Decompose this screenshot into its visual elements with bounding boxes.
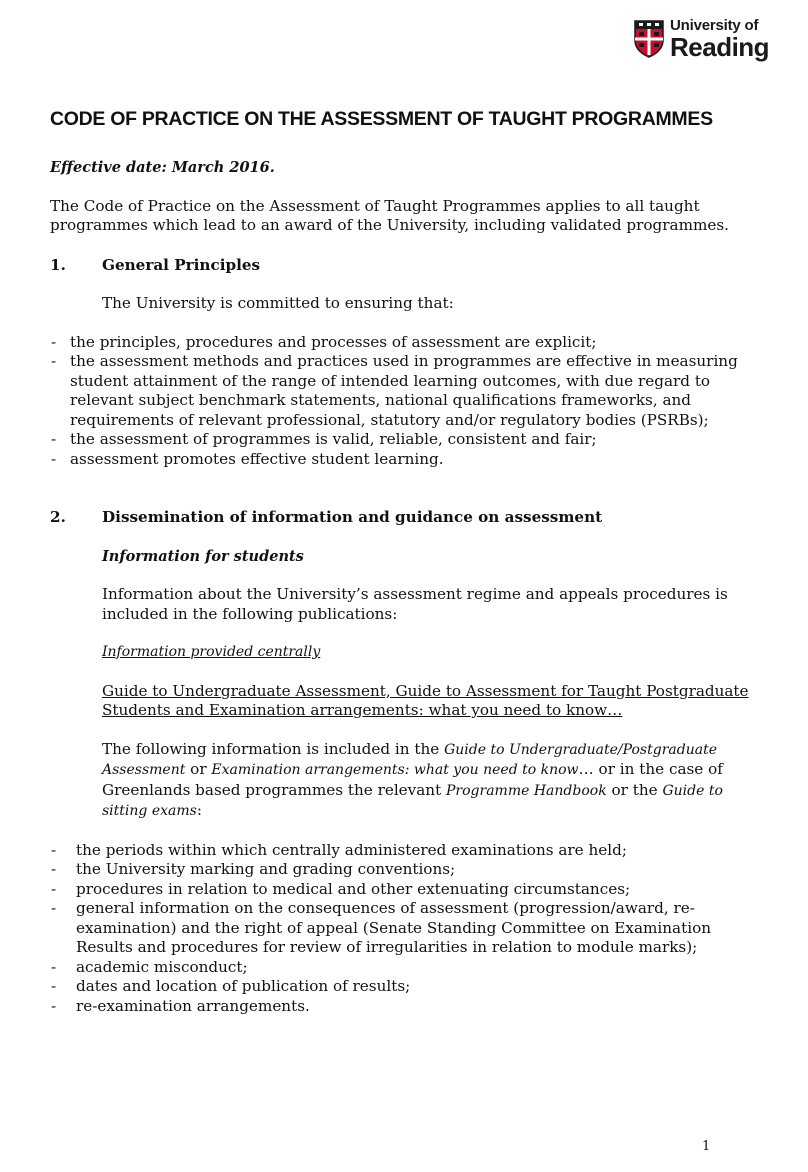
list-item: - re-examination arrangements. [50,997,760,1017]
document-body [50,158,760,1016]
section-1-number: 1. [50,255,66,274]
page-title: CODE OF PRACTICE ON THE ASSESSMENT OF TAUGHT PROGRAMMES [50,108,713,130]
list-item: - general information on the consequences of assessment (progression/award, re-examination) and the right of appeal (Senate Standing Committee on Examination Results and procedures for review of irregularities in relation to module marks); [50,899,760,958]
effective-date: Effective date: March 2016. [50,159,275,176]
list-item: - academic misconduct; [50,958,760,978]
text-fragment: or the [606,780,663,799]
section-1-heading [50,256,760,276]
section-2-heading [50,508,760,528]
text-fragment: … or in the case of Greenlands based programmes the relevant [102,760,723,799]
logo-line2: Reading [670,32,770,62]
guide-title: Guide to Undergraduate Assessment, Guide to Assessment for Taught Postgraduate Students and Examination arrangements: what you need to know… [102,681,749,719]
section-2-list [50,841,760,1017]
page-number: 1 [702,1139,711,1154]
list-item: - dates and location of publication of results; [50,977,760,997]
university-crest-icon [634,20,664,58]
university-logo [634,17,770,62]
section-1-list [50,333,760,470]
list-item: - procedures in relation to medical and other extenuating circumstances; [50,880,760,900]
section-1-title: General Principles [102,255,261,274]
intro-paragraph: The Code of Practice on the Assessment of Taught Programmes applies to all taught programmes which lead to an award of the University, including validated programmes. [50,196,730,234]
text-fragment: The following information is included in the [102,739,445,758]
list-item: - the University marking and grading conventions; [50,860,760,880]
list-item: - assessment promotes effective student learning. [50,450,760,470]
section-2-title: Dissemination of information and guidance on assessment [102,508,603,526]
logo-line1: University of [670,17,759,34]
section-1-lead: The University is committed to ensuring that: [102,294,454,312]
section-2-subheading: Information for students [102,547,304,565]
section-2-number: 2. [50,508,66,526]
text-fragment: : [196,801,202,819]
guide-reference: Guide to Undergraduate/Postgraduate Assessment [102,741,717,778]
following-info-paragraph [102,740,760,822]
section-2-lead: Information about the University’s assessment regime and appeals procedures is included in the following publications: [102,585,728,623]
list-item: - the periods within which centrally administered examinations are held; [50,841,760,861]
list-item: - the assessment methods and practices used in programmes are effective in measuring student attainment of the range of intended learning outcomes, with due regard to relevant subject benchmark statements, national qualifications frameworks, and requirements of relevant professional, statutory and/or regulatory bodies (PSRBs); [50,352,760,430]
exam-arrangements-reference: Examination arrangements: what you need to know [211,762,579,778]
list-item: - the principles, procedures and processes of assessment are explicit; [50,333,760,353]
text-fragment: or [185,760,212,778]
logo-wordmark [670,18,769,60]
list-item: - the assessment of programmes is valid, reliable, consistent and fair; [50,430,760,450]
sitting-exams-reference: Guide to sitting exams [102,782,723,819]
central-info-label: Information provided centrally [102,644,321,660]
programme-handbook-reference: Programme Handbook [446,782,607,799]
